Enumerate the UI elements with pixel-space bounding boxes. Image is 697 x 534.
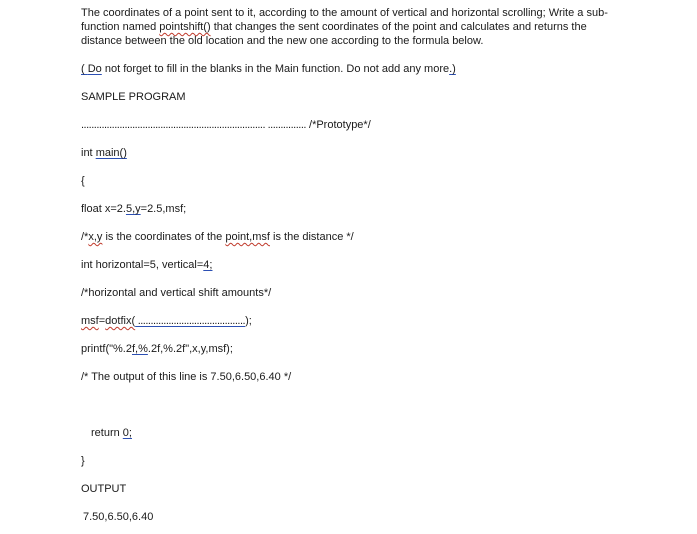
printf-part-c: .2f,%.2f",x,y,msf); [147,343,233,355]
comment1-point: point,msf [225,231,270,243]
return-value: 0; [122,427,132,439]
note-line [81,62,456,76]
close-brace: } [81,455,85,467]
note-do: Do [87,63,102,75]
prototype-blank: ........................................................................ ............... [81,119,306,131]
output-value: 7.50,6.50,6.40 [83,511,154,523]
comment1-open: /* [81,231,89,243]
prototype-line [81,118,371,132]
prototype-comment: /*Prototype*/ [305,119,371,131]
printf-part-b: f,% [131,343,148,355]
comment1-xy: x,y [88,231,103,243]
shift-declaration-line [81,258,212,272]
comment1-mid: is the coordinates of the [102,231,226,243]
float-part-a: float x=2. [81,203,126,215]
msf-equals: = [98,315,106,327]
msf-var: msf [81,315,99,327]
float-declaration-line [81,202,186,216]
return-line [91,426,132,440]
shift-part-a: int horizontal=5, vertical= [81,259,204,271]
printf-part-a: printf("%.2 [81,343,132,355]
intro-paragraph [81,6,626,48]
float-part-c: =2.5,msf; [140,203,187,215]
msf-call: dotfix( [105,315,136,327]
float-part-b: 5,y [125,203,141,215]
note-text: not forget to fill in the blanks in the Main function. Do not add any more [101,63,450,75]
output-heading: OUTPUT [81,483,127,495]
main-keyword: int [81,147,96,159]
printf-line [81,342,233,356]
note-open: ( [81,63,88,75]
intro-text: The coordinates of a point sent to it, according to the amount of vertical and horizontal scrolling; Write a sub-function named [81,7,608,33]
note-close: .) [449,63,456,75]
comment1-close: is the distance */ [269,231,354,243]
sample-program-heading: SAMPLE PROGRAM [81,91,186,103]
comment-coordinates-line [81,230,354,244]
function-name: pointshift() [159,21,211,33]
msf-assignment-line [81,314,252,328]
main-name: main() [95,147,127,159]
open-brace: { [81,175,85,187]
main-signature-line [81,146,127,160]
msf-close: ); [245,315,252,327]
intro-text-cont: that changes the sent coordinates of the point and calculates and returns the distance between the old location and the new one according to the formula below. [81,21,587,47]
comment-shift-line: /*horizontal and vertical shift amounts*/ [81,287,272,299]
msf-blank: .......................................... [135,315,246,327]
comment-output-line: /* The output of this line is 7.50,6.50,6.40 */ [81,371,292,383]
shift-part-b: 4; [203,259,213,271]
return-keyword: return [91,427,123,439]
